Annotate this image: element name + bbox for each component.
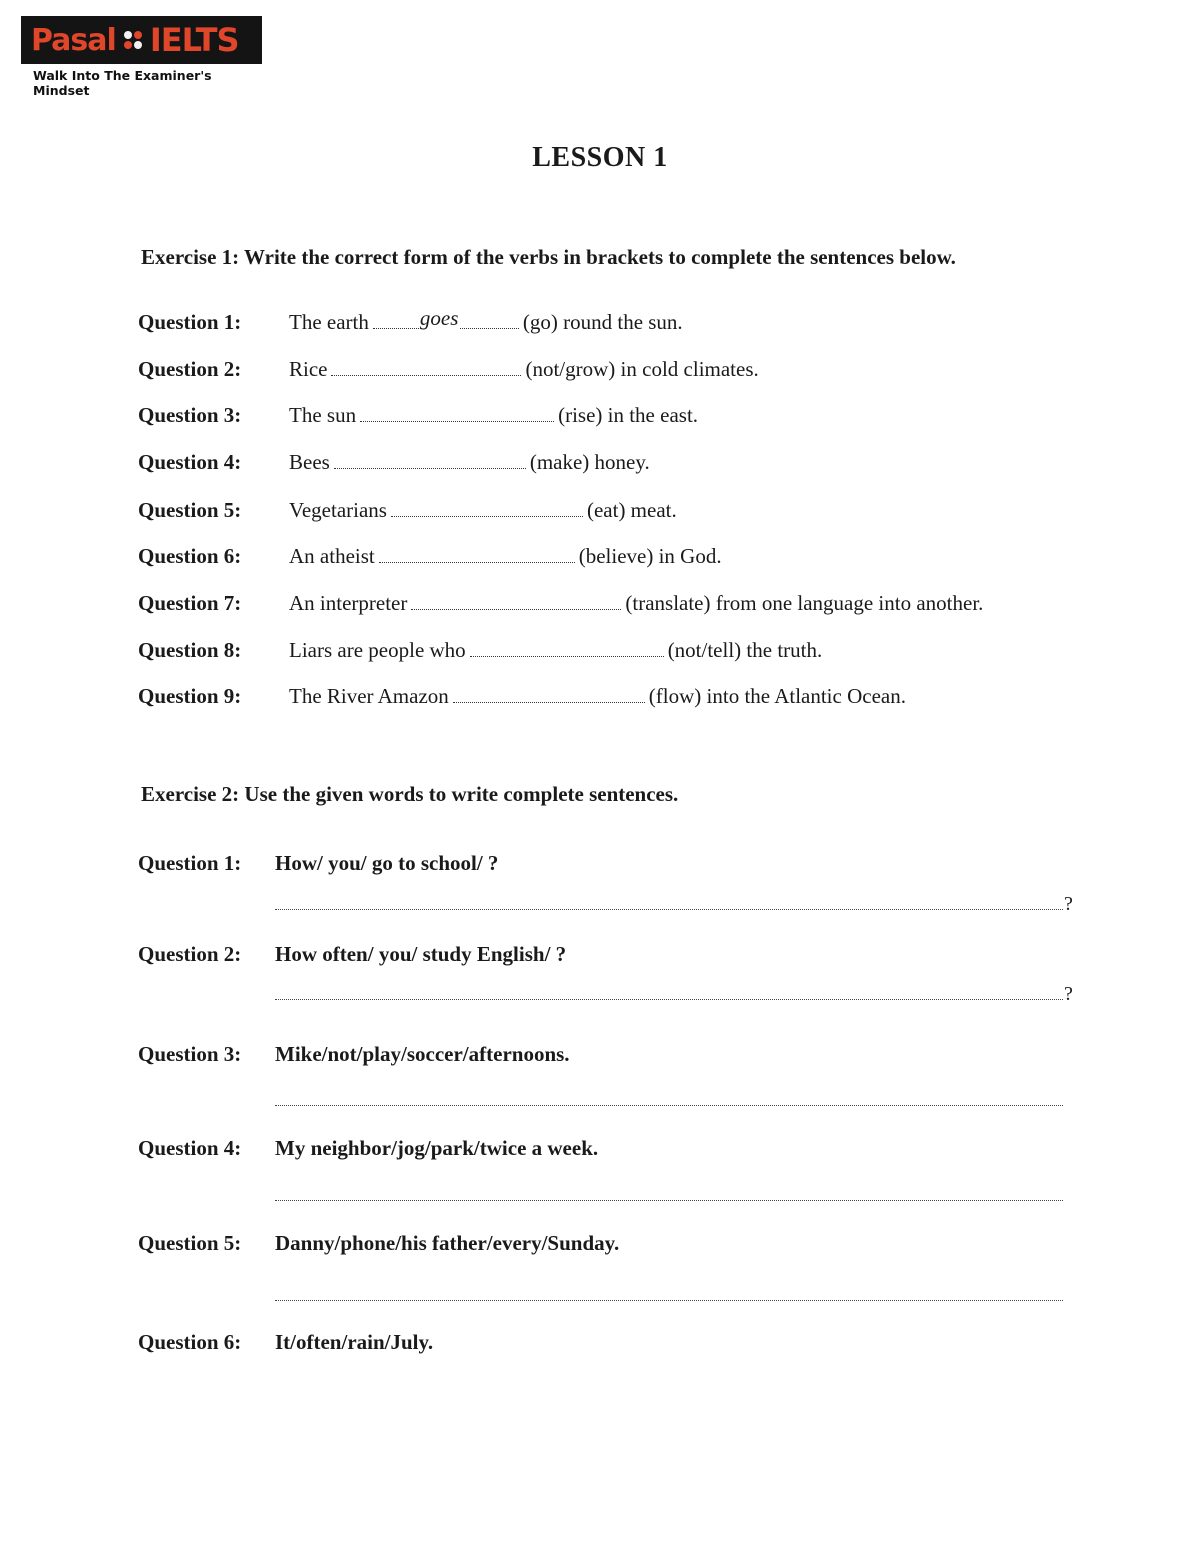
exercise-1-heading: Exercise 1: Write the correct form of the verbs in brackets to complete the sentences below. [141, 245, 956, 269]
sentence-end: (believe) in God. [578, 544, 722, 568]
sentence-start: Vegetarians [289, 498, 387, 522]
answer-blank[interactable] [453, 686, 645, 703]
question-sentence [289, 591, 983, 616]
question-sentence [289, 306, 683, 335]
sentence-start: Bees [289, 450, 330, 474]
question-label: Question 7: [138, 591, 242, 615]
question-label: Question 1: [138, 310, 242, 334]
line-end-mark: ? [1064, 893, 1073, 915]
answer-line[interactable] [275, 909, 1063, 910]
question-prompt: My neighbor/jog/park/twice a week. [275, 1136, 599, 1160]
question-label: Question 3: [138, 1042, 242, 1066]
answer-blank[interactable] [331, 359, 521, 376]
question-sentence [289, 684, 906, 709]
question-label: Question 2: [138, 357, 242, 381]
answer-line[interactable] [275, 1200, 1063, 1201]
sentence-end: (flow) into the Atlantic Ocean. [648, 684, 906, 708]
answer-blank[interactable] [373, 306, 519, 330]
sentence-end: (eat) meat. [586, 498, 677, 522]
question-label: Question 5: [138, 1231, 242, 1255]
question-prompt: Mike/not/play/soccer/afternoons. [275, 1042, 570, 1066]
sentence-start: An interpreter [289, 591, 408, 615]
question-label: Question 1: [138, 851, 242, 875]
answer-blank[interactable] [334, 452, 526, 469]
question-sentence [289, 498, 677, 523]
logo-dots-icon [124, 28, 144, 52]
sentence-end: (make) honey. [529, 450, 650, 474]
answer-text: goes [419, 306, 459, 330]
question-prompt: It/often/rain/July. [275, 1330, 434, 1354]
logo-banner [21, 16, 262, 64]
sentence-end: (go) round the sun. [522, 310, 683, 334]
question-label: Question 6: [138, 1330, 242, 1354]
logo-brand-right: IELTS [149, 21, 239, 59]
sentence-end: (not/tell) the truth. [667, 638, 823, 662]
exercise-2-heading: Exercise 2: Use the given words to write complete sentences. [141, 782, 679, 806]
question-sentence [289, 357, 759, 382]
answer-blank[interactable] [391, 500, 583, 517]
question-prompt: Danny/phone/his father/every/Sunday. [275, 1231, 620, 1255]
sentence-start: The River Amazon [289, 684, 449, 708]
sentence-start: Liars are people who [289, 638, 466, 662]
answer-line[interactable] [275, 1300, 1063, 1301]
answer-blank[interactable] [470, 640, 664, 657]
question-prompt: How/ you/ go to school/ ? [275, 851, 499, 875]
answer-line[interactable] [275, 999, 1063, 1000]
question-sentence [289, 544, 722, 569]
sentence-start: The earth [289, 310, 369, 334]
question-sentence [289, 638, 822, 663]
question-label: Question 4: [138, 1136, 242, 1160]
question-label: Question 3: [138, 403, 242, 427]
sentence-start: Rice [289, 357, 328, 381]
question-label: Question 2: [138, 942, 242, 966]
sentence-end: (not/grow) in cold climates. [525, 357, 759, 381]
question-sentence [289, 403, 698, 428]
question-label: Question 6: [138, 544, 242, 568]
answer-line[interactable] [275, 1105, 1063, 1106]
question-label: Question 9: [138, 684, 242, 708]
sentence-start: The sun [289, 403, 357, 427]
question-label: Question 8: [138, 638, 242, 662]
brand-logo [21, 16, 262, 98]
logo-tagline: Walk Into The Examiner's Mindset [33, 68, 212, 98]
question-sentence [289, 450, 650, 475]
answer-blank[interactable] [360, 405, 554, 422]
question-label: Question 5: [138, 498, 242, 522]
answer-blank[interactable] [411, 593, 621, 610]
line-end-mark: ? [1064, 983, 1073, 1005]
page-title: LESSON 1 [532, 142, 668, 173]
sentence-start: An atheist [289, 544, 375, 568]
question-prompt: How often/ you/ study English/ ? [275, 942, 567, 966]
question-label: Question 4: [138, 450, 242, 474]
sentence-end: (translate) from one language into another. [625, 591, 984, 615]
answer-blank[interactable] [379, 546, 575, 563]
sentence-end: (rise) in the east. [558, 403, 699, 427]
logo-brand-left: Pasal [31, 22, 116, 58]
